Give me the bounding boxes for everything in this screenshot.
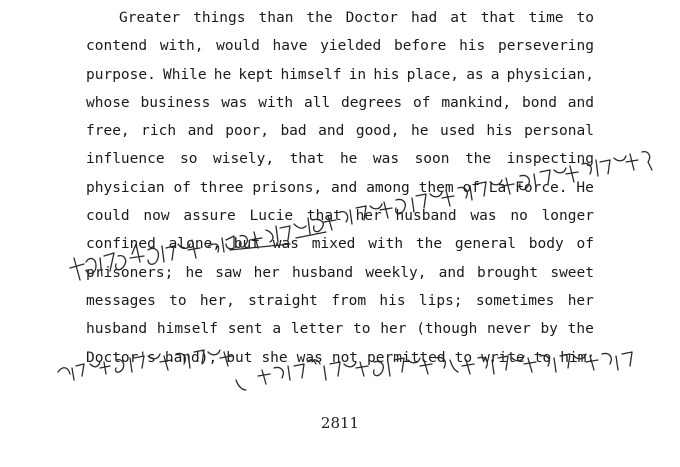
word: he [339,151,358,168]
word: mixed [311,236,356,253]
word: Greater [119,10,181,26]
word: husband [395,208,457,225]
word: He [576,179,594,196]
page-number: 2811 [320,414,360,432]
word: and [318,123,345,140]
word: and [438,264,465,281]
word: was [221,94,248,111]
word: three [199,179,244,196]
word: the [306,10,333,26]
paragraph-line [86,230,594,258]
word: bad [280,123,307,140]
paragraph-line [86,344,594,372]
word: to [353,321,371,338]
word: to [576,10,594,26]
word: in [348,66,367,83]
word: brought [477,264,539,281]
word: While [162,66,207,83]
word: of [413,94,431,111]
word: was [470,208,497,225]
word: Doctor [345,10,399,26]
word: personal [524,123,594,140]
word: mankind, [441,94,512,111]
word: the [464,151,492,168]
word: and [331,179,358,196]
word: her [355,208,382,225]
paragraph-line [86,61,594,89]
word: have [272,38,308,55]
word: free, [86,123,130,140]
word: among [366,179,410,196]
word: she [261,349,288,366]
word: good, [355,123,400,140]
word: the [415,236,443,253]
paragraph-line [86,287,594,315]
word: physician, [506,66,594,83]
paragraph-line [86,32,594,60]
word: general [454,236,516,253]
word: purpose. [86,66,156,83]
word: La [488,179,507,196]
word: a [272,321,282,338]
word: husband [86,321,148,338]
word: bond [522,94,557,111]
word: whose [86,94,130,111]
word: as [466,66,484,83]
word: of [173,179,191,196]
word: with [368,236,404,253]
word: the [567,321,594,338]
paragraph-line [86,259,594,287]
word: was [372,151,400,168]
paragraph-line [86,174,594,202]
word: with [258,94,294,111]
word: and [567,94,594,111]
word: never [487,321,531,338]
word: of [462,179,480,196]
word: not [331,349,359,366]
word: sweet [550,264,594,281]
word: soon [414,151,450,168]
word: yielded [320,38,382,55]
word: poor, [225,123,269,140]
word: assure [183,208,236,225]
word: contend [86,38,148,55]
word: to [169,292,187,309]
word: letter [290,321,344,338]
word: and [187,123,214,140]
word: husband [292,264,354,281]
word: her [253,264,280,281]
word: straight [248,292,318,309]
word: longer [541,208,594,225]
paragraph-line [86,89,594,117]
word: he [185,264,203,281]
word: no [510,208,528,225]
paragraph-line [86,117,594,145]
paragraph-line [86,145,594,173]
word: could [86,208,130,225]
word: himself [280,66,342,83]
word: he [411,123,429,140]
paragraph-line [86,202,594,230]
word: with, [159,38,204,55]
word: inspecting [506,151,594,168]
word: by [540,321,558,338]
word: persevering [497,38,594,55]
paragraph-line [86,4,594,32]
word: than [258,10,294,26]
word: her [567,292,594,309]
paragraph-line [86,315,594,343]
word: his [379,292,406,309]
word: her [380,321,407,338]
word: kept [238,66,274,83]
word: confined [86,236,156,253]
paragraph [86,4,594,372]
word: sent [227,321,263,338]
word: Lucie [249,208,294,225]
word: all [304,94,331,111]
word: place, [406,66,460,83]
word: prisoners; [86,264,174,281]
word: his [486,123,513,140]
word: business [140,94,211,111]
word: (though [416,321,478,338]
word: saw [215,264,242,281]
word: before [393,38,447,55]
word: himself [156,321,218,338]
word: Doctor's [86,349,156,366]
word: that [480,10,516,26]
word: would [216,38,260,55]
word: rich [141,123,177,140]
word: that [289,151,325,168]
word: so [180,151,198,168]
word: write [481,349,525,366]
word: lips; [418,292,463,309]
word: at [450,10,468,26]
word: to [533,349,552,366]
word: permitted [367,349,446,366]
word: wisely, [212,151,275,168]
word: him: [560,349,596,366]
word: body [528,236,564,253]
word: to [454,349,473,366]
word: of [576,236,594,253]
word: things [193,10,246,26]
word: was [272,236,299,253]
word: hand), [164,349,218,366]
word: but [233,236,260,253]
word: had [411,10,438,26]
word: them [418,179,454,196]
word: was [296,349,323,366]
word: that [306,208,342,225]
word: his [459,38,486,55]
word: prisons, [252,179,323,196]
word: her, [199,292,235,309]
word: messages [86,292,156,309]
word: Force. [515,179,568,196]
word: his [373,66,400,83]
word: influence [86,151,165,168]
word: but [226,349,253,366]
word: weekly, [365,264,427,281]
word: a [490,66,500,83]
word: from [331,292,367,309]
word: time [528,10,564,26]
word: now [143,208,170,225]
word: used [439,123,475,140]
word: sometimes [475,292,555,309]
word: alone, [168,236,222,253]
word: he [213,66,232,83]
word: degrees [341,94,403,111]
word: physician [86,179,165,196]
